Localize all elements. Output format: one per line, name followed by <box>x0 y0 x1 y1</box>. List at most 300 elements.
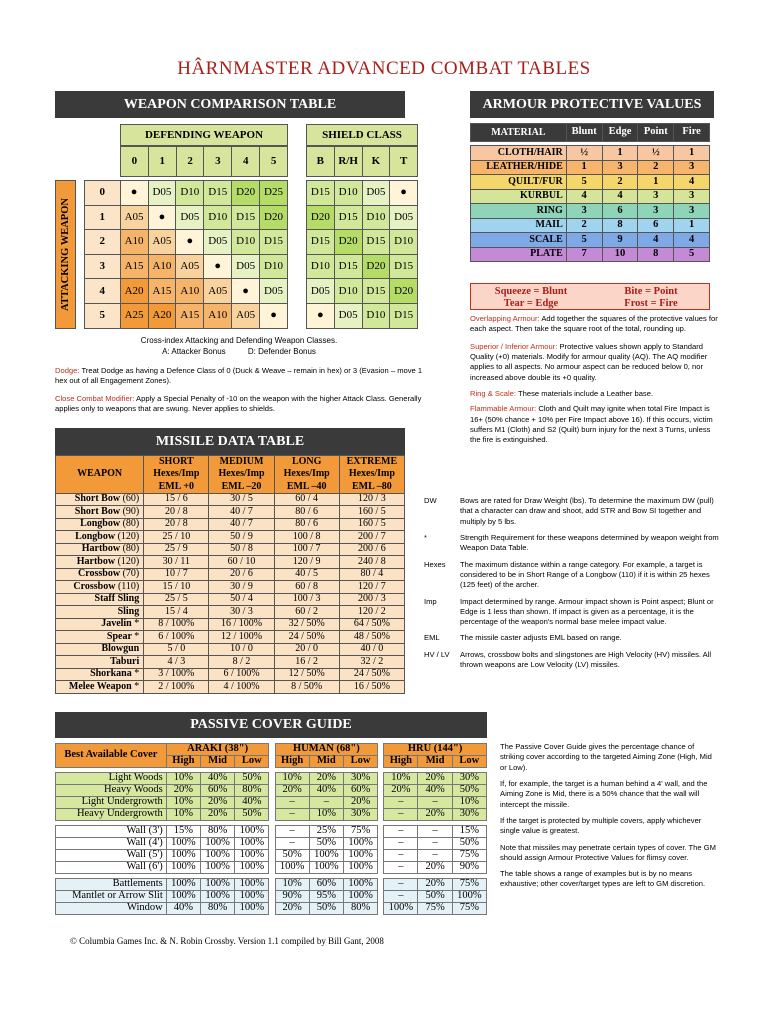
missile-value: 6 / 100% <box>144 631 209 644</box>
missile-value: 48 / 50% <box>339 631 404 644</box>
missile-row <box>56 681 405 694</box>
missile-value: 50 / 8 <box>209 543 274 556</box>
armour-row <box>471 160 710 175</box>
dodge-note: Dodge: Treat Dodge as having a Defence Class of 0 (Duck & Weave – remain in hex) or 3 (Evasion – move 1 hex out of all Engagement Zones). <box>55 366 423 386</box>
cover-value: 90% <box>275 891 309 903</box>
missile-value: 5 / 0 <box>144 643 209 656</box>
armour-value: 7 <box>566 247 602 262</box>
missile-row <box>56 506 405 519</box>
armour-header: Edge <box>602 124 638 142</box>
cover-value: 100% <box>309 862 343 874</box>
cover-value: 100% <box>201 862 235 874</box>
missile-value: 40 / 7 <box>209 506 274 519</box>
missile-value: 30 / 9 <box>209 581 274 594</box>
cover-value: 30% <box>452 809 486 821</box>
armour-material: KURBUL <box>471 189 567 204</box>
cover-value: 60% <box>343 785 377 797</box>
cover-value: 10% <box>309 809 343 821</box>
comparison-cell: A05 <box>204 279 232 304</box>
shield-cell: D15 <box>390 303 418 328</box>
missile-row <box>56 593 405 606</box>
missile-weapon: Spear * <box>56 631 144 644</box>
weapon-row <box>85 279 288 304</box>
range-eml: EML +0 <box>144 481 209 494</box>
cover-value: 20% <box>309 773 343 785</box>
cover-value: 40% <box>235 797 269 809</box>
missile-weapon: Short Bow (60) <box>56 493 144 506</box>
cover-row <box>56 891 487 903</box>
shield-cell: D05 <box>307 279 335 304</box>
missile-row <box>56 543 405 556</box>
cover-value: 30% <box>452 773 486 785</box>
cover-value: 100% <box>452 891 486 903</box>
armour-row <box>471 247 710 262</box>
range-eml: EML –20 <box>209 481 274 494</box>
armour-header-row <box>471 124 710 142</box>
missile-value: 64 / 50% <box>339 618 404 631</box>
close-combat-note: Close Combat Modifier: Apply a Special Penalty of -10 on the weapon with the higher Attack Class. Generally applies only to weapons that are swung. Never applies to shields. <box>55 394 422 414</box>
cover-row <box>56 797 487 809</box>
cover-value: 100% <box>201 879 235 891</box>
cover-value: 20% <box>384 785 418 797</box>
armour-note: Ring & Scale: These materials include a Leather base. <box>470 388 654 398</box>
zone-header: Low <box>452 756 486 768</box>
missile-value: 30 / 3 <box>209 606 274 619</box>
armour-value: 4 <box>566 189 602 204</box>
missile-note: EML The missile caster adjusts EML based on range. <box>424 633 622 643</box>
cover-value: 20% <box>275 903 309 915</box>
armour-material: LEATHER/HIDE <box>471 160 567 175</box>
missile-weapon: Taburi <box>56 656 144 669</box>
cover-value: 100% <box>235 826 269 838</box>
cover-row <box>56 785 487 797</box>
cover-value: 20% <box>201 797 235 809</box>
cover-value: 100% <box>309 850 343 862</box>
comparison-cell: A15 <box>148 279 176 304</box>
range-sub: Hexes/Imp <box>274 468 339 481</box>
zone-header: Low <box>235 756 269 768</box>
missile-note: Imp Impact determined by range. Armour impact shown is Point aspect; Blunt or Edge is 1 less than shown. If impact is given as a percentage, it is the percentage of the weapon's normal base melee impact value. <box>424 596 714 627</box>
comparison-cell: A05 <box>176 254 204 279</box>
cover-value: 10% <box>452 797 486 809</box>
zone-header: High <box>275 756 309 768</box>
missile-value: 20 / 6 <box>209 568 274 581</box>
shield-cell: D10 <box>362 205 390 230</box>
missile-row <box>56 531 405 544</box>
comparison-cell: ● <box>204 254 232 279</box>
zone-header: Mid <box>309 756 343 768</box>
missile-value: 40 / 0 <box>339 643 404 656</box>
cover-value: 90% <box>452 862 486 874</box>
shield-col-1: R/H <box>334 147 362 177</box>
missile-row <box>56 631 405 644</box>
cover-value: 20% <box>418 809 452 821</box>
missile-value: 32 / 2 <box>339 656 404 669</box>
missile-value: 12 / 50% <box>274 668 339 681</box>
armour-value: 3 <box>674 204 710 219</box>
attacking-weapon-label: ATTACKING WEAPON <box>55 180 76 329</box>
missile-value: 40 / 7 <box>209 518 274 531</box>
cover-note: If, for example, the target is a human behind a 4' wall, and the Aiming Zone is Mid, there is a 50% chance that the wall will intercept the missile. <box>500 778 708 809</box>
attack-class: 5 <box>85 303 121 328</box>
cover-value: – <box>275 826 309 838</box>
shield-cell: ● <box>390 181 418 206</box>
def-col-2: 2 <box>176 147 204 177</box>
missile-value: 120 / 9 <box>274 556 339 569</box>
missile-value: 200 / 7 <box>339 531 404 544</box>
cover-row <box>56 809 487 821</box>
missile-value: 4 / 3 <box>144 656 209 669</box>
armour-notes <box>470 314 718 450</box>
shield-cell: ● <box>307 303 335 328</box>
missile-value: 120 / 3 <box>339 493 404 506</box>
weapon-comparison-title: WEAPON COMPARISON TABLE <box>55 91 405 118</box>
missile-value: 40 / 5 <box>274 568 339 581</box>
missile-weapon: Javelin * <box>56 618 144 631</box>
range-name: SHORT <box>144 456 209 469</box>
best-cover-header: Best Available Cover <box>56 744 167 768</box>
cover-value: – <box>384 826 418 838</box>
cover-value: 20% <box>201 809 235 821</box>
shield-row <box>307 254 418 279</box>
armour-value: 10 <box>602 247 638 262</box>
def-col-1: 1 <box>148 147 176 177</box>
def-col-3: 3 <box>204 147 232 177</box>
cover-value: 10% <box>384 773 418 785</box>
comparison-cell: D10 <box>260 254 288 279</box>
cover-value: 10% <box>166 773 200 785</box>
cover-value: – <box>384 862 418 874</box>
missile-row <box>56 656 405 669</box>
footer: © Columbia Games Inc. & N. Robin Crossby. Version 1.1 compiled by Bill Gant, 2008 <box>70 936 384 946</box>
armour-row <box>471 175 710 190</box>
armour-note: Overlapping Armour: Add together the squares of the protective values for each aspect. Then take the square root of the total, rounding up. <box>470 314 718 334</box>
cover-type: Light Undergrowth <box>56 797 167 809</box>
cover-note: If the target is protected by multiple covers, apply whichever single value is greatest. <box>500 815 702 836</box>
missile-title: MISSILE DATA TABLE <box>55 428 405 455</box>
cover-value: 100% <box>343 891 377 903</box>
cover-value: 60% <box>201 785 235 797</box>
cover-value: 15% <box>452 826 486 838</box>
range-name: EXTREME <box>339 456 404 469</box>
armour-value: 3 <box>602 160 638 175</box>
missile-row <box>56 556 405 569</box>
comparison-cell: D10 <box>176 181 204 206</box>
cover-value: 60% <box>309 879 343 891</box>
shield-cell: D20 <box>362 254 390 279</box>
armour-legend: Squeeze = Blunt Bite = Point Tear = Edge Frost = Fire <box>470 283 710 310</box>
armour-title: ARMOUR PROTECTIVE VALUES <box>470 91 714 118</box>
armour-value: 9 <box>602 233 638 248</box>
missile-value: 100 / 8 <box>274 531 339 544</box>
shield-cell: D15 <box>307 230 335 255</box>
armour-value: 5 <box>566 175 602 190</box>
comparison-cell: D05 <box>176 205 204 230</box>
cover-value: 100% <box>343 862 377 874</box>
cover-value: 20% <box>418 773 452 785</box>
missile-value: 60 / 4 <box>274 493 339 506</box>
armour-value: 1 <box>602 146 638 161</box>
zone-header: High <box>166 756 200 768</box>
cover-value: 75% <box>418 903 452 915</box>
cover-value: 100% <box>235 879 269 891</box>
missile-value: 8 / 2 <box>209 656 274 669</box>
missile-value: 12 / 100% <box>209 631 274 644</box>
armour-value: 4 <box>602 189 638 204</box>
cover-value: – <box>384 838 418 850</box>
shield-row <box>307 230 418 255</box>
shield-row <box>307 205 418 230</box>
shield-cell: D15 <box>307 181 335 206</box>
missile-note: * Strength Requirement for these weapons determined by weapon weight from Weapon Data Table. <box>424 532 719 553</box>
missile-row <box>56 493 405 506</box>
missile-value: 10 / 7 <box>144 568 209 581</box>
missile-value: 25 / 10 <box>144 531 209 544</box>
shield-col-3: T <box>390 147 418 177</box>
shield-cell: D10 <box>334 181 362 206</box>
cover-type: Light Woods <box>56 773 167 785</box>
shield-row <box>307 279 418 304</box>
missile-value: 80 / 6 <box>274 518 339 531</box>
cover-value: 50% <box>235 773 269 785</box>
armour-value: 6 <box>602 204 638 219</box>
shield-col-2: K <box>362 147 390 177</box>
armour-value: 5 <box>674 247 710 262</box>
def-col-5: 5 <box>260 147 288 177</box>
def-col-0: 0 <box>121 147 149 177</box>
cover-header-row <box>56 744 487 756</box>
shield-col-0: B <box>307 147 335 177</box>
cover-value: 75% <box>452 879 486 891</box>
range-name: MEDIUM <box>209 456 274 469</box>
weapon-row <box>85 205 288 230</box>
cover-value: 100% <box>166 838 200 850</box>
cover-row <box>56 826 487 838</box>
missile-value: 50 / 4 <box>209 593 274 606</box>
missile-weapon: Crossbow (110) <box>56 581 144 594</box>
cover-type: Heavy Undergrowth <box>56 809 167 821</box>
missile-value: 120 / 2 <box>339 606 404 619</box>
range-sub: Hexes/Imp <box>144 468 209 481</box>
cover-value: 50% <box>452 785 486 797</box>
missile-weapon: Staff Sling <box>56 593 144 606</box>
cover-value: 20% <box>166 785 200 797</box>
cover-value: 10% <box>166 797 200 809</box>
comparison-cell: A15 <box>176 303 204 328</box>
cover-value: 100% <box>235 850 269 862</box>
comparison-cell: A05 <box>148 230 176 255</box>
cover-value: 50% <box>275 850 309 862</box>
armour-table <box>470 123 710 262</box>
cover-value: – <box>384 850 418 862</box>
cover-type: Wall (3') <box>56 826 167 838</box>
shield-cell: D05 <box>334 303 362 328</box>
armour-value: 3 <box>674 189 710 204</box>
attack-class: 4 <box>85 279 121 304</box>
range-sub: Hexes/Imp <box>339 468 404 481</box>
armour-value: 1 <box>674 218 710 233</box>
zone-header: Mid <box>418 756 452 768</box>
armour-value: 4 <box>674 175 710 190</box>
armour-value: 4 <box>638 233 674 248</box>
shield-cell: D05 <box>362 181 390 206</box>
comparison-cell: A10 <box>204 303 232 328</box>
missile-value: 30 / 11 <box>144 556 209 569</box>
armour-value: 8 <box>602 218 638 233</box>
armour-material: QUILT/FUR <box>471 175 567 190</box>
armour-value: ½ <box>566 146 602 161</box>
cover-row <box>56 862 487 874</box>
missile-weapon: Hartbow (80) <box>56 543 144 556</box>
armour-value: 3 <box>566 204 602 219</box>
defending-columns <box>120 146 288 177</box>
cover-value: 100% <box>201 891 235 903</box>
cover-value: 30% <box>343 773 377 785</box>
cover-value: 40% <box>309 785 343 797</box>
missile-value: 16 / 50% <box>339 681 404 694</box>
shield-cell: D15 <box>362 230 390 255</box>
cover-value: 95% <box>309 891 343 903</box>
cover-type: Battlements <box>56 879 167 891</box>
cover-row <box>56 773 487 785</box>
cover-value: 80% <box>201 826 235 838</box>
cover-value: – <box>418 838 452 850</box>
shield-columns <box>306 146 418 177</box>
cover-row <box>56 850 487 862</box>
missile-value: 20 / 8 <box>144 518 209 531</box>
cover-value: 10% <box>166 809 200 821</box>
cover-value: 30% <box>343 809 377 821</box>
cover-row <box>56 838 487 850</box>
missile-value: 15 / 10 <box>144 581 209 594</box>
cover-value: 50% <box>309 903 343 915</box>
armour-value: 2 <box>566 218 602 233</box>
comparison-cell: D15 <box>260 230 288 255</box>
cover-value: 20% <box>418 879 452 891</box>
missile-value: 16 / 2 <box>274 656 339 669</box>
cover-value: 50% <box>452 838 486 850</box>
missile-value: 8 / 50% <box>274 681 339 694</box>
missile-value: 60 / 10 <box>209 556 274 569</box>
cover-value: – <box>384 879 418 891</box>
cover-value: 100% <box>201 838 235 850</box>
comparison-cell: D25 <box>260 181 288 206</box>
cover-table <box>55 743 487 915</box>
zone-header: High <box>384 756 418 768</box>
weapon-row <box>85 230 288 255</box>
missile-value: 100 / 3 <box>274 593 339 606</box>
armour-value: ½ <box>638 146 674 161</box>
missile-value: 24 / 50% <box>274 631 339 644</box>
cover-value: 10% <box>275 879 309 891</box>
cover-value: 100% <box>275 862 309 874</box>
missile-row <box>56 643 405 656</box>
cover-value: – <box>418 826 452 838</box>
cover-group: HUMAN (68") <box>275 744 378 756</box>
armour-value: 4 <box>674 233 710 248</box>
cover-type: Wall (5') <box>56 850 167 862</box>
missile-value: 50 / 9 <box>209 531 274 544</box>
cover-value: 10% <box>275 773 309 785</box>
comparison-cell: A20 <box>120 279 148 304</box>
cover-value: 100% <box>235 891 269 903</box>
missile-value: 20 / 8 <box>144 506 209 519</box>
missile-notes <box>424 496 720 676</box>
missile-value: 25 / 9 <box>144 543 209 556</box>
missile-value: 60 / 2 <box>274 606 339 619</box>
cover-value: 100% <box>166 850 200 862</box>
def-col-4: 4 <box>232 147 260 177</box>
comparison-cell: A25 <box>120 303 148 328</box>
cover-value: 40% <box>201 773 235 785</box>
cover-value: 50% <box>235 809 269 821</box>
missile-row <box>56 618 405 631</box>
missile-value: 3 / 100% <box>144 668 209 681</box>
missile-value: 120 / 7 <box>339 581 404 594</box>
defending-weapon-header: DEFENDING WEAPON <box>120 124 288 146</box>
missile-value: 240 / 8 <box>339 556 404 569</box>
missile-value: 2 / 100% <box>144 681 209 694</box>
missile-value: 16 / 100% <box>209 618 274 631</box>
shield-class-grid <box>306 180 418 329</box>
shield-cell: D15 <box>390 254 418 279</box>
cover-value: 100% <box>235 903 269 915</box>
missile-value: 160 / 5 <box>339 518 404 531</box>
shield-cell: D20 <box>334 230 362 255</box>
armour-value: 3 <box>638 189 674 204</box>
missile-row <box>56 668 405 681</box>
cover-note: The table shows a range of examples but is by no means exhaustive; other cover/target types are left to GM discretion. <box>500 869 706 889</box>
cover-title: PASSIVE COVER GUIDE <box>55 712 487 738</box>
missile-table <box>55 455 405 694</box>
missile-weapon: Longbow (80) <box>56 518 144 531</box>
cover-value: – <box>384 809 418 821</box>
cover-type: Window <box>56 903 167 915</box>
armour-material: SCALE <box>471 233 567 248</box>
comparison-cell: ● <box>232 279 260 304</box>
shield-class-header: SHIELD CLASS <box>306 124 418 146</box>
missile-value: 60 / 8 <box>274 581 339 594</box>
cover-value: 80% <box>343 903 377 915</box>
missile-value: 32 / 50% <box>274 618 339 631</box>
shield-cell: D10 <box>307 254 335 279</box>
missile-value: 8 / 100% <box>144 618 209 631</box>
missile-weapon: Shorkana * <box>56 668 144 681</box>
comparison-cell: D10 <box>204 205 232 230</box>
comparison-cell: ● <box>148 205 176 230</box>
shield-cell: D20 <box>390 279 418 304</box>
cover-value: 40% <box>418 785 452 797</box>
comparison-cell: A10 <box>148 254 176 279</box>
cover-value: 100% <box>235 838 269 850</box>
zone-header: Low <box>343 756 377 768</box>
armour-value: 1 <box>674 146 710 161</box>
cover-group: ARAKI (38") <box>166 744 269 756</box>
cover-type: Wall (6') <box>56 862 167 874</box>
weapon-row <box>85 254 288 279</box>
attack-class: 0 <box>85 181 121 206</box>
shield-cell: D10 <box>390 230 418 255</box>
missile-weapon: Short Bow (90) <box>56 506 144 519</box>
cover-value: 100% <box>166 891 200 903</box>
comparison-cell: D05 <box>204 230 232 255</box>
cover-value: 100% <box>166 879 200 891</box>
armour-material: CLOTH/HAIR <box>471 146 567 161</box>
shield-cell: D10 <box>334 279 362 304</box>
missile-value: 200 / 6 <box>339 543 404 556</box>
page-title: HÂRNMASTER ADVANCED COMBAT TABLES <box>177 58 591 79</box>
missile-row <box>56 581 405 594</box>
